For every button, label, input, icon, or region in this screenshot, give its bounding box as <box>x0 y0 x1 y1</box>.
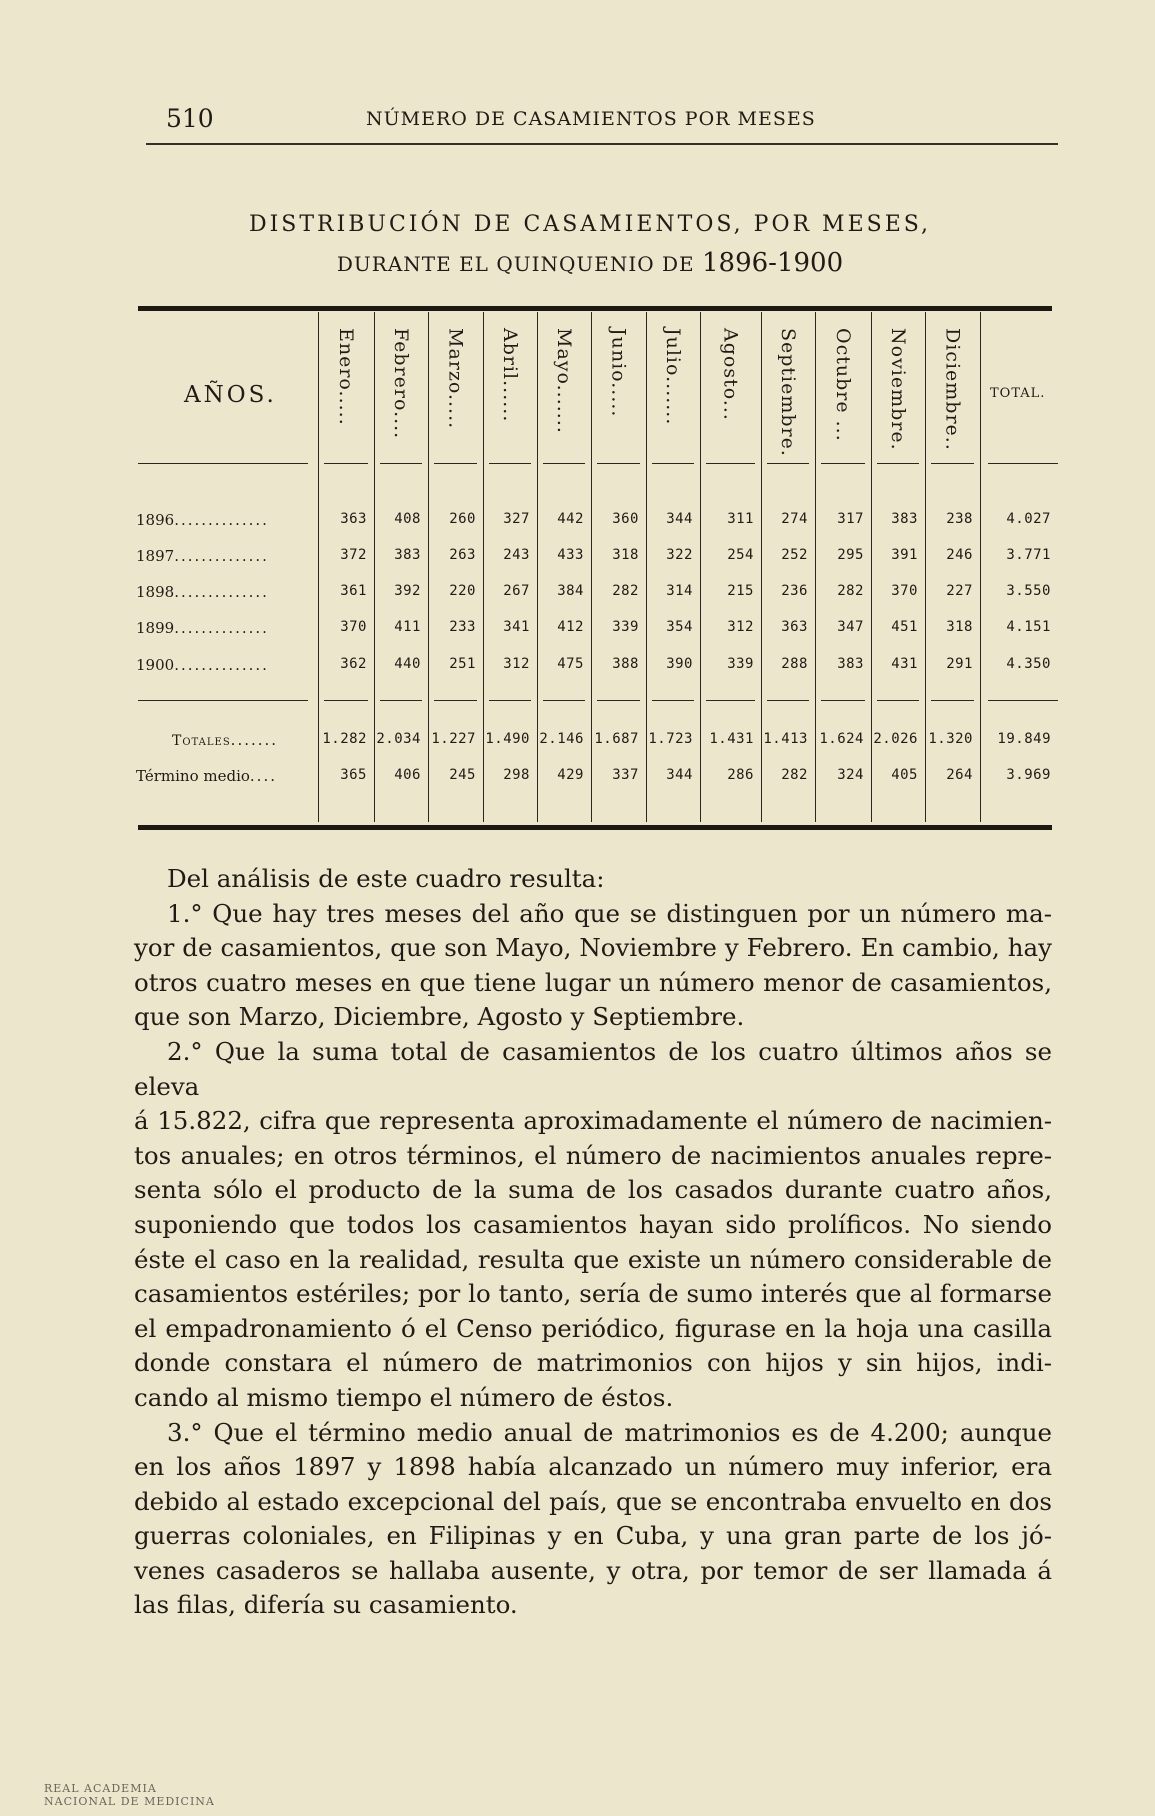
stamp-line-1: REAL ACADEMIA <box>44 1782 157 1795</box>
rule-segment <box>652 700 694 701</box>
table-cell: 339 <box>612 619 639 635</box>
table-cell: 282 <box>781 767 808 783</box>
table-cell: 236 <box>781 583 808 599</box>
table-top-rule <box>138 306 1052 311</box>
table-cell: 384 <box>557 583 584 599</box>
rule-segment <box>877 700 919 701</box>
rule-segment <box>543 700 585 701</box>
rule-segment <box>489 700 531 701</box>
mean-row <box>0 767 1155 791</box>
table-cell: 354 <box>666 619 693 635</box>
table-cell: 1.431 <box>709 731 754 747</box>
text-line: guerras coloniales, en Filipinas y en Cuba, y una gran parte de los jó- <box>134 1521 1052 1551</box>
table-cell: 1.413 <box>763 731 808 747</box>
rule-segment <box>543 463 585 464</box>
month-header-label: Febrero.... <box>390 328 412 440</box>
table-cell: 383 <box>394 547 421 563</box>
year-label-text: 1898 <box>136 583 175 601</box>
text-line: que son Marzo, Diciembre, Agosto y Septiembre. <box>134 1002 745 1032</box>
rule-segment <box>706 700 755 701</box>
text-line: á 15.822, cifra que representa aproximadamente el número de nacimien- <box>134 1106 1052 1136</box>
rule-segment <box>380 700 422 701</box>
month-header-label: Noviembre. <box>887 328 909 451</box>
total-column-header: TOTAL. <box>990 386 1046 401</box>
table-cell: 370 <box>891 583 918 599</box>
year-label-text: 1896 <box>136 511 175 529</box>
table-cell: 243 <box>503 547 530 563</box>
table-cell: 390 <box>666 656 693 672</box>
page-header <box>166 104 1058 144</box>
dot-leader: .... <box>249 767 277 785</box>
table-cell: 2.026 <box>873 731 918 747</box>
table-cell: 1.624 <box>819 731 864 747</box>
month-header-label: Enero..... <box>335 328 357 426</box>
table-cell: 339 <box>727 656 754 672</box>
text-line: debido al estado excepcional del país, que se encontraba envuelto en dos <box>134 1486 1052 1516</box>
month-header-label: Septiembre. <box>777 328 799 457</box>
rule-segment <box>434 463 477 464</box>
text-line: senta sólo el producto de la suma de los casados durante cuatro años, <box>134 1175 1052 1205</box>
table-cell: 365 <box>340 767 367 783</box>
rule-segment <box>489 463 531 464</box>
library-stamp <box>44 1782 215 1808</box>
table-cell: 318 <box>946 619 973 635</box>
row-total-cell: 3.550 <box>1006 583 1051 599</box>
month-header <box>374 320 428 460</box>
year-label <box>136 511 269 529</box>
totals-row <box>0 731 1155 755</box>
table-cell: 1.227 <box>431 731 476 747</box>
year-label-text: 1899 <box>136 619 175 637</box>
rule-segment <box>324 700 368 701</box>
text-line: venes casaderos se hallaba ausente, y otra, por temor de ser llamada á <box>134 1555 1052 1585</box>
rule-segment <box>767 700 809 701</box>
table-cell: 322 <box>666 547 693 563</box>
month-header <box>319 320 373 460</box>
month-header-label: Marzo..... <box>444 328 467 430</box>
text-line: el empadronamiento ó el Censo periódico, figurase en la hoja una casilla <box>134 1313 1052 1343</box>
table-cell: 227 <box>946 583 973 599</box>
table-cell: 286 <box>727 767 754 783</box>
month-header <box>483 320 537 460</box>
table-cell: 1.320 <box>928 731 973 747</box>
table-cell: 298 <box>503 767 530 783</box>
table-subtitle <box>140 248 1040 278</box>
table-cell: 1.723 <box>648 731 693 747</box>
text-line: 1.° Que hay tres meses del año que se distinguen por un número ma- <box>167 898 1052 928</box>
row-total-cell: 4.027 <box>1006 511 1051 527</box>
table-cell: 312 <box>727 619 754 635</box>
table-cell: 362 <box>340 656 367 672</box>
totals-label <box>172 731 278 749</box>
month-header <box>761 320 815 460</box>
table-cell: 406 <box>394 767 421 783</box>
table-cell: 2.146 <box>539 731 584 747</box>
rule-segment <box>597 463 640 464</box>
table-bottom-rule <box>138 825 1052 830</box>
table-cell: 451 <box>891 619 918 635</box>
table-cell: 260 <box>449 511 476 527</box>
text-line: 2.° Que la suma total de casamientos de los cuatro últimos años se eleva <box>134 1036 1052 1101</box>
table-row <box>0 619 1155 643</box>
month-header <box>816 320 870 460</box>
table-cell: 408 <box>394 511 421 527</box>
table-cell: 252 <box>781 547 808 563</box>
table-cell: 372 <box>340 547 367 563</box>
table-cell: 246 <box>946 547 973 563</box>
table-cell: 370 <box>340 619 367 635</box>
month-header <box>537 320 591 460</box>
dot-leader: .............. <box>174 583 269 601</box>
table-cell: 317 <box>837 511 864 527</box>
dot-leader: .............. <box>174 511 269 529</box>
table-cell: 263 <box>449 547 476 563</box>
row-total-cell: 3.771 <box>1006 547 1051 563</box>
table-cell: 433 <box>557 547 584 563</box>
table-cell: 1.490 <box>485 731 530 747</box>
table-cell: 311 <box>727 511 754 527</box>
table-cell: 282 <box>837 583 864 599</box>
rule-segment <box>821 463 865 464</box>
table-row <box>0 547 1155 571</box>
year-label <box>136 547 269 565</box>
rule-segment <box>821 700 865 701</box>
table-cell: 254 <box>727 547 754 563</box>
month-header <box>871 320 925 460</box>
point-3-paragraph <box>134 1416 1052 1624</box>
table-cell: 1.282 <box>322 731 367 747</box>
table-cell: 363 <box>340 511 367 527</box>
month-header <box>592 320 646 460</box>
rule-segment <box>988 700 1058 701</box>
table-cell: 2.034 <box>376 731 421 747</box>
table-cell: 264 <box>946 767 973 783</box>
dot-leader: .............. <box>174 547 269 565</box>
month-header-label: Junio..... <box>607 328 630 418</box>
text-line: éste el caso en la realidad, resulta que existe un número considerable de <box>134 1244 1052 1274</box>
table-cell: 220 <box>449 583 476 599</box>
table-cell: 312 <box>503 656 530 672</box>
rule-segment <box>597 700 640 701</box>
table-row <box>0 511 1155 535</box>
table-subtitle-prefix: DURANTE EL QUINQUENIO DE <box>336 252 695 276</box>
point-1-paragraph <box>134 897 1052 1035</box>
month-header <box>926 320 980 460</box>
text-line: suponiendo que todos los casamientos hayan sido prolíficos. No siendo <box>134 1209 1052 1239</box>
year-label <box>136 656 269 674</box>
table-cell: 431 <box>891 656 918 672</box>
month-header-label: Agosto... <box>719 328 742 421</box>
text-line: casamientos estériles; por lo tanto, sería de sumo interés que al formarse <box>134 1279 1052 1309</box>
table-cell: 361 <box>340 583 367 599</box>
table-cell: 215 <box>727 583 754 599</box>
dot-leader: .............. <box>174 656 269 674</box>
table-cell: 274 <box>781 511 808 527</box>
point-2-paragraph <box>134 1035 1052 1416</box>
dot-leader: ....... <box>230 731 279 749</box>
years-column-header: AÑOS. <box>184 382 277 408</box>
table-cell: 251 <box>449 656 476 672</box>
table-cell: 291 <box>946 656 973 672</box>
table-cell: 440 <box>394 656 421 672</box>
table-cell: 411 <box>394 619 421 635</box>
header-rule <box>146 143 1058 145</box>
table-cell: 318 <box>612 547 639 563</box>
stamp-line-2: NACIONAL DE MEDICINA <box>44 1795 215 1808</box>
month-header-label: Julio....... <box>662 328 684 426</box>
table-title: DISTRIBUCIÓN DE CASAMIENTOS, POR MESES, <box>248 212 932 237</box>
text-line: en los años 1897 y 1898 había alcanzado un número muy inferior, era <box>134 1452 1052 1482</box>
rule-segment <box>138 700 308 701</box>
rule-segment <box>380 463 422 464</box>
mean-label <box>136 767 277 785</box>
rule-segment <box>434 700 477 701</box>
table-cell: 429 <box>557 767 584 783</box>
table-cell: 344 <box>666 511 693 527</box>
rule-segment <box>652 463 694 464</box>
table-row <box>0 656 1155 680</box>
table-cell: 442 <box>557 511 584 527</box>
table-cell: 233 <box>449 619 476 635</box>
row-total-cell: 3.969 <box>1006 767 1051 783</box>
totals-label-text: Totales <box>172 733 231 749</box>
table-cell: 314 <box>666 583 693 599</box>
text-line: otros cuatro meses en que tiene lugar un número menor de casamientos, <box>134 967 1052 997</box>
table-cell: 341 <box>503 619 530 635</box>
page-number: 510 <box>166 104 214 133</box>
table-cell: 344 <box>666 767 693 783</box>
table-row <box>0 583 1155 607</box>
table-cell: 324 <box>837 767 864 783</box>
table-cell: 282 <box>612 583 639 599</box>
rule-segment <box>988 463 1058 464</box>
table-cell: 337 <box>612 767 639 783</box>
rule-segment <box>931 463 974 464</box>
table-cell: 391 <box>891 547 918 563</box>
month-header <box>646 320 700 460</box>
table-cell: 392 <box>394 583 421 599</box>
table-cell: 245 <box>449 767 476 783</box>
row-total-cell: 4.151 <box>1006 619 1051 635</box>
rule-segment <box>877 463 919 464</box>
table-cell: 412 <box>557 619 584 635</box>
table-cell: 383 <box>837 656 864 672</box>
body-text <box>134 862 1052 1623</box>
year-label <box>136 619 269 637</box>
month-header <box>429 320 483 460</box>
month-header-label: Diciembre.. <box>941 328 964 451</box>
text-line: donde constara el número de matrimonios con hijos y sin hijos, indi- <box>134 1348 1052 1378</box>
rule-segment <box>138 463 308 464</box>
table-cell: 347 <box>837 619 864 635</box>
intro-paragraph: Del análisis de este cuadro resulta: <box>167 864 605 893</box>
table-cell: 475 <box>557 656 584 672</box>
table-cell: 388 <box>612 656 639 672</box>
row-total-cell: 4.350 <box>1006 656 1051 672</box>
year-label-text: 1897 <box>136 547 175 565</box>
text-line: tos anuales; en otros términos, el número de nacimientos anuales repre- <box>134 1140 1052 1170</box>
table-cell: 363 <box>781 619 808 635</box>
running-title: NÚMERO DE CASAMIENTOS POR MESES <box>366 108 816 130</box>
rule-segment <box>767 463 809 464</box>
table-cell: 238 <box>946 511 973 527</box>
table-cell: 1.687 <box>594 731 639 747</box>
rule-segment <box>706 463 755 464</box>
month-header <box>704 320 758 460</box>
text-line: 3.° Que el término medio anual de matrimonios es de 4.200; aunque <box>167 1417 1052 1447</box>
rule-segment <box>324 463 368 464</box>
table-cell: 405 <box>891 767 918 783</box>
year-label-text: 1900 <box>136 656 175 674</box>
table-cell: 360 <box>612 511 639 527</box>
row-total-cell: 19.849 <box>997 731 1051 747</box>
year-label <box>136 583 269 601</box>
table-cell: 295 <box>837 547 864 563</box>
mean-label-text: Término medio <box>136 767 250 785</box>
rule-segment <box>931 700 974 701</box>
month-header-label: Mayo....... <box>553 328 575 434</box>
text-line: las filas, difería su casamiento. <box>134 1590 518 1620</box>
table-cell: 267 <box>503 583 530 599</box>
table-cell: 288 <box>781 656 808 672</box>
dot-leader: .............. <box>174 619 269 637</box>
text-line: cando al mismo tiempo el número de éstos. <box>134 1382 674 1412</box>
table-cell: 327 <box>503 511 530 527</box>
month-header-label: Abril...... <box>499 328 521 423</box>
table-year-range: 1896-1900 <box>701 248 844 278</box>
text-line: yor de casamientos, que son Mayo, Noviembre y Febrero. En cambio, hay <box>134 933 1052 963</box>
table-cell: 383 <box>891 511 918 527</box>
month-header-label: Octubre ... <box>832 328 854 442</box>
